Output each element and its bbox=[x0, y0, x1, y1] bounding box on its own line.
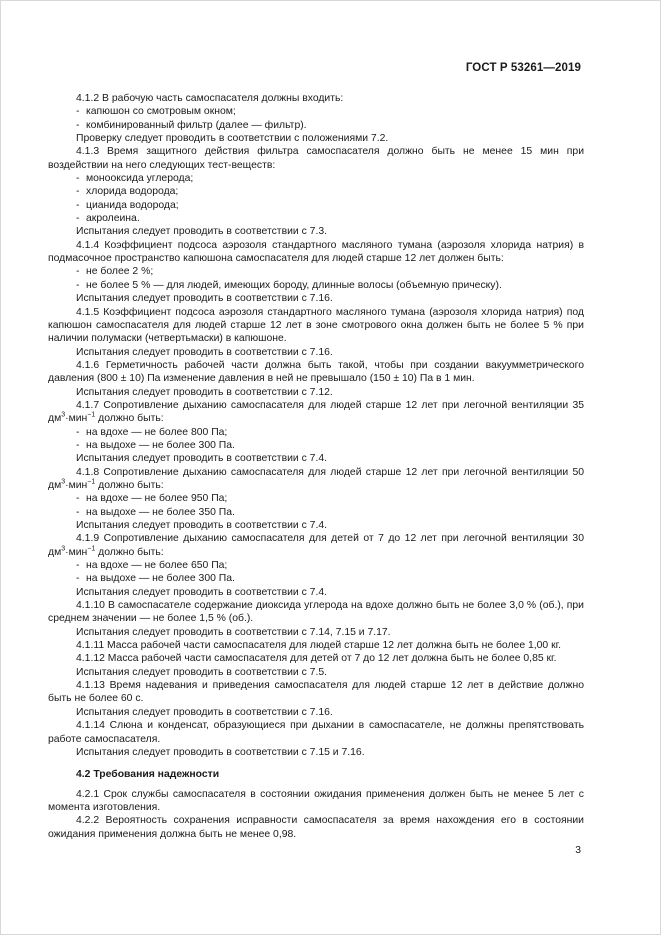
clause-4-1-11: 4.1.11 Масса рабочей части самоспасателя для людей старше 12 лет должна быть не более 1,00 кг. bbox=[76, 640, 562, 652]
test-reference: Испытания следует проводить в соответствии с 7.16. bbox=[76, 293, 333, 305]
list-item: - капюшон со смотровым окном; bbox=[48, 105, 584, 118]
test-reference: Испытания следует проводить в соответствии с 7.12. bbox=[76, 386, 333, 398]
unit-text: ·мин bbox=[65, 546, 88, 558]
clause-text: 4.1.9 Сопротивление дыханию самоспасателя для детей от 7 до 12 лет при легочной вентиляции 30 дм bbox=[48, 533, 584, 558]
list-item: - на выдохе — не более 350 Па. bbox=[48, 506, 584, 519]
list-item: - хлорида водорода; bbox=[48, 185, 584, 198]
list-item: - на выдохе — не более 300 Па. bbox=[48, 439, 584, 452]
clause-4-1-4: 4.1.4 Коэффициент подсоса аэрозоля стандартного масляного тумана (аэрозоля хлорида натрия) в подмасочное пространство капюшона самоспасателя для людей старше 12 лет должен быть: bbox=[48, 239, 584, 265]
clause-4-1-10: 4.1.10 В самоспасателе содержание диоксида углерода на вдохе должно быть не более 3,0 % (об.), при среднем значении — не более 1,5 % (об.). bbox=[48, 600, 584, 625]
clause-text: должно быть: bbox=[95, 546, 164, 558]
list-item: - цианида водорода; bbox=[48, 199, 584, 212]
test-reference: Испытания следует проводить в соответствии с 7.14, 7.15 и 7.17. bbox=[76, 626, 391, 638]
clause-4-1-9 bbox=[48, 532, 584, 559]
unit-text: ·мин bbox=[65, 413, 88, 425]
clause-text: 4.1.8 Сопротивление дыханию самоспасателя для людей старше 12 лет при легочной вентиляции 50 дм bbox=[48, 466, 584, 491]
test-reference: Испытания следует проводить в соответствии с 7.16. bbox=[76, 706, 333, 718]
list-item: - не более 2 %; bbox=[48, 265, 584, 278]
test-reference: Проверку следует проводить в соответствии с положениями 7.2. bbox=[76, 133, 389, 145]
list-item: - на вдохе — не более 800 Па; bbox=[48, 426, 584, 439]
clause-4-1-2: 4.1.2 В рабочую часть самоспасателя должны входить: bbox=[76, 93, 344, 104]
list-item: - на выдохе — не более 300 Па. bbox=[48, 572, 584, 585]
page-number: 3 bbox=[575, 845, 581, 856]
superscript: 3 bbox=[61, 411, 66, 419]
clause-4-1-8 bbox=[48, 466, 584, 493]
list-item: - монооксида углерода; bbox=[48, 172, 584, 185]
document-body bbox=[48, 92, 584, 841]
unit-text: ·мин bbox=[65, 479, 88, 491]
test-reference: Испытания следует проводить в соответствии с 7.5. bbox=[76, 666, 327, 678]
clause-4-1-6: 4.1.6 Герметичность рабочей части должна быть такой, чтобы при создании вакуумметрического давления (800 ± 10) Па изменение давления в ней не превышало (150 ± 10) Па в 1 мин. bbox=[48, 359, 584, 385]
test-reference: Испытания следует проводить в соответствии с 7.3. bbox=[76, 226, 327, 238]
clause-4-1-5: 4.1.5 Коэффициент подсоса аэрозоля стандартного масляного тумана (аэрозоля хлорида натрия) под капюшон самоспасателя для людей старше 12 лет в зоне смотрового окна должен быть не более 5 % при наличии полумаски (четвертьмаски) в капюшоне. bbox=[48, 306, 584, 345]
clause-4-1-7 bbox=[48, 399, 584, 426]
test-reference: Испытания следует проводить в соответствии с 7.4. bbox=[76, 453, 327, 465]
list-item: - комбинированный фильтр (далее — фильтр). bbox=[48, 119, 584, 132]
test-reference: Испытания следует проводить в соответствии с 7.16. bbox=[76, 346, 333, 358]
superscript: 3 bbox=[61, 545, 66, 553]
list-item: - не более 5 % — для людей, имеющих бороду, длинные волосы (объемную прическу). bbox=[48, 279, 584, 292]
superscript: −1 bbox=[87, 545, 96, 553]
clause-4-2-1: 4.2.1 Срок службы самоспасателя в состоянии ожидания применения должен быть не менее 5 лет с момента изготовления. bbox=[48, 788, 584, 813]
list-item: - акролеина. bbox=[48, 212, 584, 225]
list-item: - на вдохе — не более 650 Па; bbox=[48, 559, 584, 572]
test-reference: Испытания следует проводить в соответствии с 7.15 и 7.16. bbox=[76, 746, 365, 758]
test-reference: Испытания следует проводить в соответствии с 7.4. bbox=[76, 520, 327, 531]
clause-4-1-14: 4.1.14 Слюна и конденсат, образующиеся при дыхании в самоспасателе, не должны препятствовать работе самоспасателя. bbox=[48, 720, 584, 745]
clause-text: должно быть: bbox=[95, 413, 164, 425]
list-item: - на вдохе — не более 950 Па; bbox=[48, 492, 584, 505]
superscript: −1 bbox=[87, 411, 96, 419]
clause-text: 4.1.7 Сопротивление дыханию самоспасателя для людей старше 12 лет при легочной вентиляции 35 дм bbox=[48, 399, 584, 425]
superscript: 3 bbox=[61, 478, 66, 486]
clause-4-1-3: 4.1.3 Время защитного действия фильтра самоспасателя должно быть не менее 15 мин при воздействии на него следующих тест-веществ: bbox=[48, 146, 584, 171]
test-reference: Испытания следует проводить в соответствии с 7.4. bbox=[76, 586, 327, 598]
document-header: ГОСТ Р 53261—2019 bbox=[465, 62, 581, 74]
superscript: −1 bbox=[87, 478, 96, 486]
clause-text: должно быть: bbox=[95, 479, 164, 491]
clause-4-1-12: 4.1.12 Масса рабочей части самоспасателя для детей от 7 до 12 лет должна быть не более 0,85 кг. bbox=[76, 653, 557, 665]
clause-4-1-13: 4.1.13 Время надевания и приведения самоспасателя для людей старше 12 лет в действие должно быть не более 60 с. bbox=[48, 680, 584, 705]
clause-4-2-2: 4.2.2 Вероятность сохранения исправности самоспасателя за время нахождения его в состоянии ожидания применения должна быть не менее 0,98. bbox=[48, 815, 584, 840]
section-heading-4-2: 4.2 Требования надежности bbox=[76, 769, 220, 781]
